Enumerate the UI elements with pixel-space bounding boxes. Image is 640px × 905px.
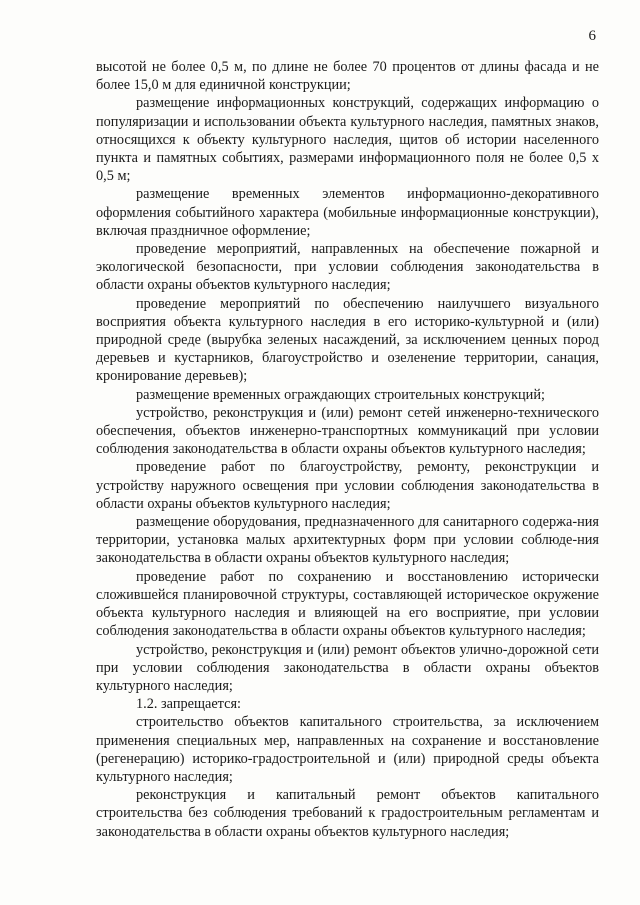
document-body (96, 58, 599, 841)
paragraph: проведение работ по благоустройству, ремонту, реконструкции и устройству наружного освещения при условии соблюдения законодательства в области охраны объектов культурного наследия; (96, 459, 599, 512)
paragraph: проведение мероприятий по обеспечению наилучшего визуального восприятия объекта культурного наследия в его историко-культурной и (или) природной среде (вырубка зеленых насаждений, за исключением ценных пород деревьев и кустарников, благоустройство и озеленение территории, санация, кронирование деревьев); (96, 295, 599, 385)
paragraph: устройство, реконструкция и (или) ремонт объектов улично-дорожной сети при условии соблюдения законодательства в области охраны объектов культурного наследия; (96, 641, 599, 694)
paragraph: проведение работ по сохранению и восстановлению исторически сложившейся планировочной структуры, составляющей историческое окружение объекта культурного наследия и влияющей на его восприятие, при условии соблюдения законодательства в области охраны объектов культурного наследия; (96, 568, 599, 640)
section-heading: 1.2. запрещается: (136, 696, 241, 713)
paragraph: реконструкция и капитальный ремонт объектов капитального строительства без соблюдения требований к градостроительным регламентам и законодательства в области охраны объектов культурного наследия; (96, 787, 599, 840)
paragraph: устройство, реконструкция и (или) ремонт сетей инженерно-технического обеспечения, объектов инженерно-транспортных коммуникаций при условии соблюдения законодательства в области охраны объектов культурного наследия; (96, 404, 599, 458)
paragraph: высотой не более 0,5 м, по длине не более 70 процентов от длины фасада и не более 15,0 м для единичной конструкции; (96, 59, 599, 94)
paragraph: размещение временных элементов информационно-декоративного оформления событийного характера (мобильные информационные конструкции), включая праздничное оформление; (96, 186, 599, 239)
paragraph: размещение информационных конструкций, содержащих информацию о популяризации и использовании объекта культурного наследия, памятных знаков, относящихся к объекту культурного наследия, щитов об истории населенного пункта и памятных событиях, размерами информационного поля не более 0,5 х 0,5 м; (96, 95, 599, 185)
paragraph: размещение временных ограждающих строительных конструкций; (136, 386, 545, 403)
page-number: 6 (588, 28, 596, 44)
paragraph: проведение мероприятий, направленных на обеспечение пожарной и экологической безопасности, при условии соблюдения законодательства в области охраны объектов культурного наследия; (96, 241, 599, 294)
paragraph: строительство объектов капитального строительства, за исключением применения специальных мер, направленных на сохранение и восстановление (регенерацию) историко-градостроительной и (или) природной среды объекта культурного наследия; (96, 714, 599, 785)
paragraph: размещение оборудования, предназначенного для санитарного содержа-ния территории, установка малых архитектурных форм при условии соблюде-ния законодательства в области охраны объектов культурного наследия; (96, 514, 599, 567)
